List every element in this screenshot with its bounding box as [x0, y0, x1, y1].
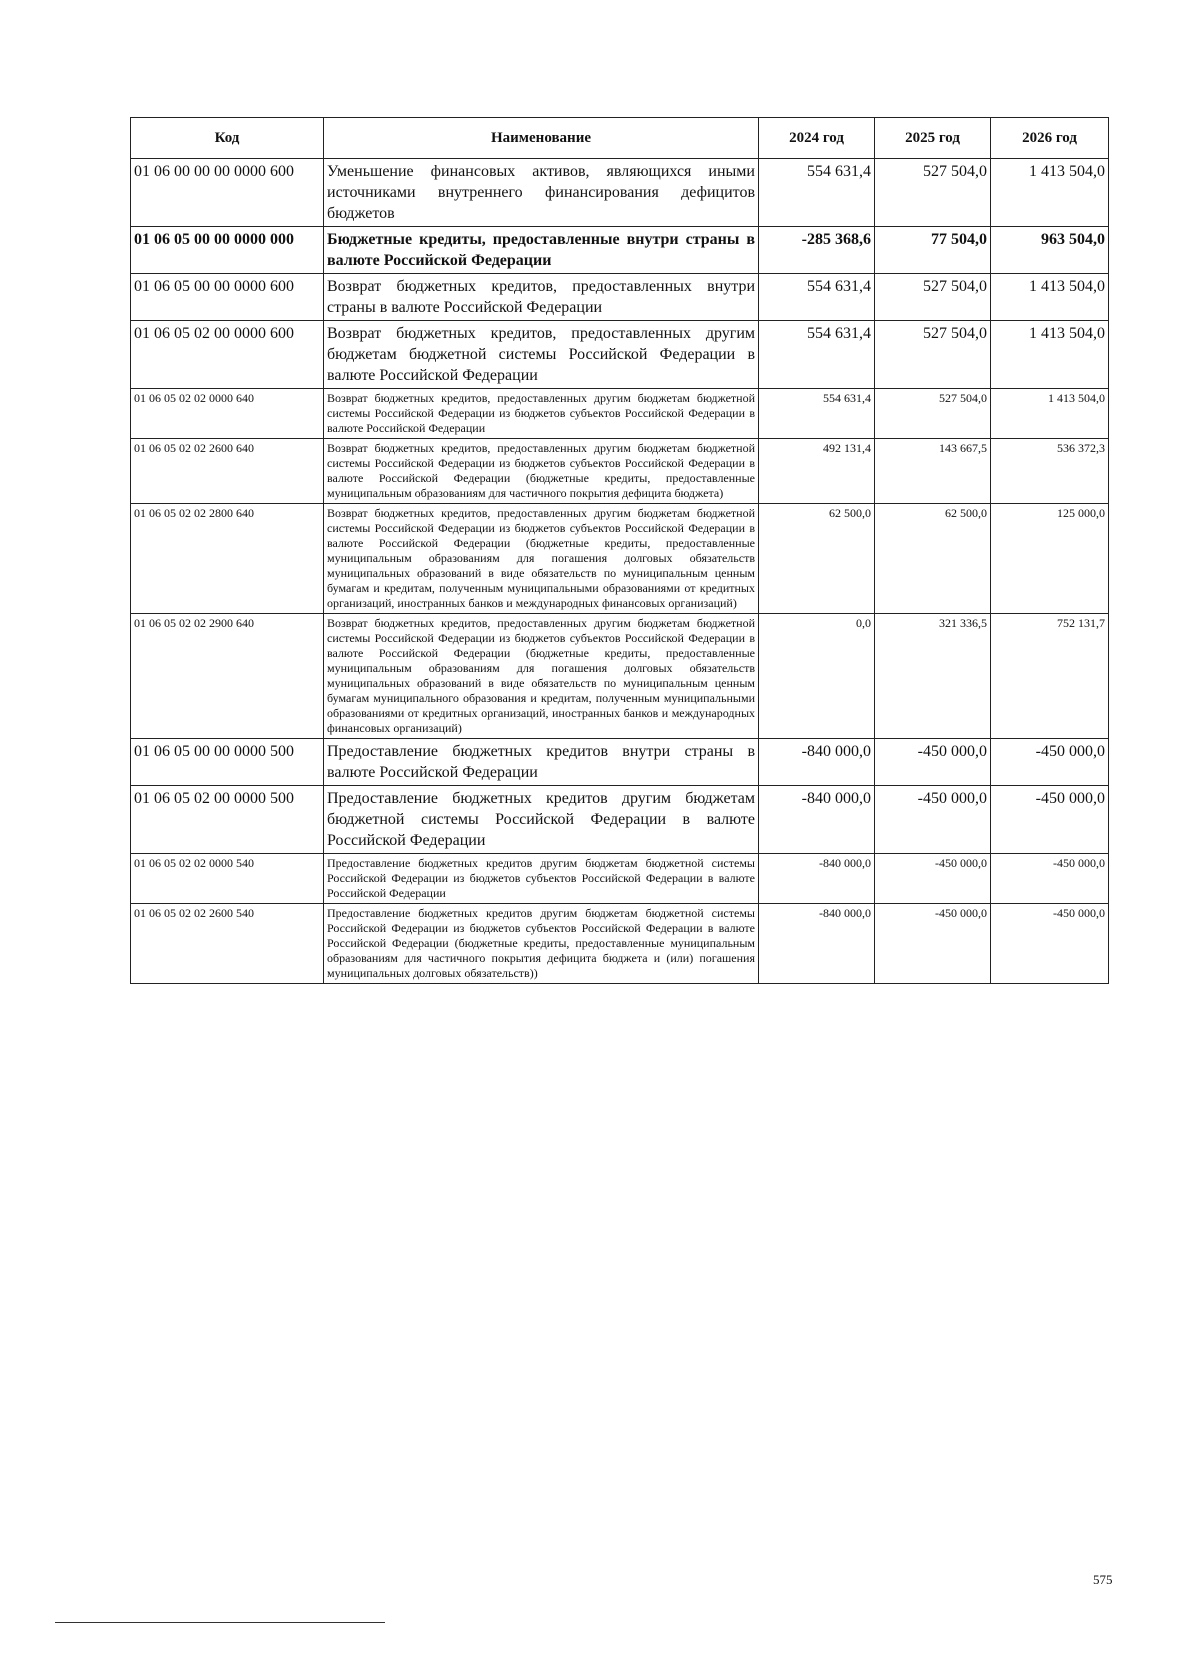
- row-name: Предоставление бюджетных кредитов другим бюджетам бюджетной системы Российской Федерации из бюджетов субъектов Российской Федерации в валюте Российской Федерации: [324, 854, 759, 904]
- row-name: Предоставление бюджетных кредитов другим бюджетам бюджетной системы Российской Федерации в валюте Российской Федерации: [324, 786, 759, 854]
- row-value-2025: -450 000,0: [875, 786, 991, 854]
- header-name: Наименование: [324, 118, 759, 159]
- row-value-2026: 536 372,3: [991, 439, 1109, 504]
- table-row: [131, 739, 1109, 786]
- row-code: 01 06 05 02 00 0000 500: [131, 786, 324, 854]
- row-value-2025: 527 504,0: [875, 274, 991, 321]
- row-value-2024: 0,0: [759, 614, 875, 739]
- row-value-2026: 752 131,7: [991, 614, 1109, 739]
- row-value-2025: 77 504,0: [875, 227, 991, 274]
- row-name: Возврат бюджетных кредитов, предоставленных другим бюджетам бюджетной системы Российской Федерации из бюджетов субъектов Российской Федерации в валюте Российской Федерации (бюджетные кредиты, предоставленные муниципальным образованиям для погашения долговых обязательств муниципальных образований в виде обязательств по муниципальным ценным бумагам муниципального образования и кредитам, полученным муниципальными образованиями от кредитных организаций, иностранных банков и международных финансовых организаций): [324, 614, 759, 739]
- row-value-2024: 554 631,4: [759, 159, 875, 227]
- row-name: Бюджетные кредиты, предоставленные внутри страны в валюте Российской Федерации: [324, 227, 759, 274]
- table-row: [131, 504, 1109, 614]
- row-code: 01 06 00 00 00 0000 600: [131, 159, 324, 227]
- row-value-2025: 527 504,0: [875, 159, 991, 227]
- row-value-2024: -840 000,0: [759, 739, 875, 786]
- row-value-2026: 1 413 504,0: [991, 274, 1109, 321]
- row-code: 01 06 05 00 00 0000 600: [131, 274, 324, 321]
- table-row: [131, 614, 1109, 739]
- table-header-row: [131, 118, 1109, 159]
- page-number: 575: [1093, 1572, 1113, 1587]
- table-row: [131, 854, 1109, 904]
- header-code: Код: [131, 118, 324, 159]
- row-name: Предоставление бюджетных кредитов другим бюджетам бюджетной системы Российской Федерации из бюджетов субъектов Российской Федерации в валюте Российской Федерации (бюджетные кредиты, предоставленные муниципальным образованиям для частичного покрытия дефицита бюджета и (или) погашения муниципальных долговых обязательств)): [324, 904, 759, 984]
- budget-sources-table: [130, 117, 1109, 984]
- row-value-2025: 321 336,5: [875, 614, 991, 739]
- row-value-2025: -450 000,0: [875, 854, 991, 904]
- row-value-2024: -840 000,0: [759, 854, 875, 904]
- row-value-2025: 143 667,5: [875, 439, 991, 504]
- row-value-2025: 527 504,0: [875, 321, 991, 389]
- table-row: [131, 904, 1109, 984]
- row-value-2026: -450 000,0: [991, 904, 1109, 984]
- row-value-2026: -450 000,0: [991, 739, 1109, 786]
- row-value-2024: 554 631,4: [759, 389, 875, 439]
- row-name: Возврат бюджетных кредитов, предоставленных другим бюджетам бюджетной системы Российской Федерации в валюте Российской Федерации: [324, 321, 759, 389]
- row-name: Возврат бюджетных кредитов, предоставленных другим бюджетам бюджетной системы Российской Федерации из бюджетов субъектов Российской Федерации в валюте Российской Федерации (бюджетные кредиты, предоставленные муниципальным образованиям для частичного покрытия дефицита бюджета): [324, 439, 759, 504]
- row-value-2026: 1 413 504,0: [991, 321, 1109, 389]
- row-value-2024: -840 000,0: [759, 786, 875, 854]
- row-value-2026: 125 000,0: [991, 504, 1109, 614]
- row-value-2026: -450 000,0: [991, 854, 1109, 904]
- document-page: [130, 117, 1108, 984]
- row-value-2025: 62 500,0: [875, 504, 991, 614]
- row-value-2024: 492 131,4: [759, 439, 875, 504]
- row-name: Уменьшение финансовых активов, являющихся иными источниками внутреннего финансирования дефицитов бюджетов: [324, 159, 759, 227]
- row-code: 01 06 05 02 02 2600 540: [131, 904, 324, 984]
- header-2025: 2025 год: [875, 118, 991, 159]
- row-code: 01 06 05 00 00 0000 000: [131, 227, 324, 274]
- table-row: [131, 227, 1109, 274]
- table-body: [131, 159, 1109, 984]
- row-value-2024: 554 631,4: [759, 321, 875, 389]
- header-2024: 2024 год: [759, 118, 875, 159]
- row-name: Возврат бюджетных кредитов, предоставленных внутри страны в валюте Российской Федерации: [324, 274, 759, 321]
- header-2026: 2026 год: [991, 118, 1109, 159]
- table-row: [131, 321, 1109, 389]
- row-name: Возврат бюджетных кредитов, предоставленных другим бюджетам бюджетной системы Российской Федерации из бюджетов субъектов Российской Федерации в валюте Российской Федерации (бюджетные кредиты, предоставленные муниципальным образованиям для погашения долговых обязательств муниципальных образований в виде обязательств по муниципальным ценным бумагам и кредитам, полученным муниципальными образованиями от кредитных организаций, иностранных банков и международных финансовых организаций): [324, 504, 759, 614]
- row-code: 01 06 05 02 00 0000 600: [131, 321, 324, 389]
- row-code: 01 06 05 02 02 2600 640: [131, 439, 324, 504]
- row-value-2026: -450 000,0: [991, 786, 1109, 854]
- row-value-2024: 554 631,4: [759, 274, 875, 321]
- row-name: Возврат бюджетных кредитов, предоставленных другим бюджетам бюджетной системы Российской Федерации из бюджетов субъектов Российской Федерации в валюте Российской Федерации: [324, 389, 759, 439]
- row-code: 01 06 05 02 02 2900 640: [131, 614, 324, 739]
- table-row: [131, 786, 1109, 854]
- table-row: [131, 159, 1109, 227]
- footer-divider: [55, 1622, 385, 1623]
- row-code: 01 06 05 02 02 0000 640: [131, 389, 324, 439]
- row-value-2026: 1 413 504,0: [991, 389, 1109, 439]
- row-value-2025: -450 000,0: [875, 904, 991, 984]
- table-row: [131, 274, 1109, 321]
- row-code: 01 06 05 00 00 0000 500: [131, 739, 324, 786]
- row-value-2026: 963 504,0: [991, 227, 1109, 274]
- table-row: [131, 439, 1109, 504]
- row-value-2026: 1 413 504,0: [991, 159, 1109, 227]
- row-name: Предоставление бюджетных кредитов внутри страны в валюте Российской Федерации: [324, 739, 759, 786]
- row-value-2025: 527 504,0: [875, 389, 991, 439]
- row-code: 01 06 05 02 02 0000 540: [131, 854, 324, 904]
- row-code: 01 06 05 02 02 2800 640: [131, 504, 324, 614]
- row-value-2025: -450 000,0: [875, 739, 991, 786]
- row-value-2024: -840 000,0: [759, 904, 875, 984]
- row-value-2024: 62 500,0: [759, 504, 875, 614]
- table-row: [131, 389, 1109, 439]
- row-value-2024: -285 368,6: [759, 227, 875, 274]
